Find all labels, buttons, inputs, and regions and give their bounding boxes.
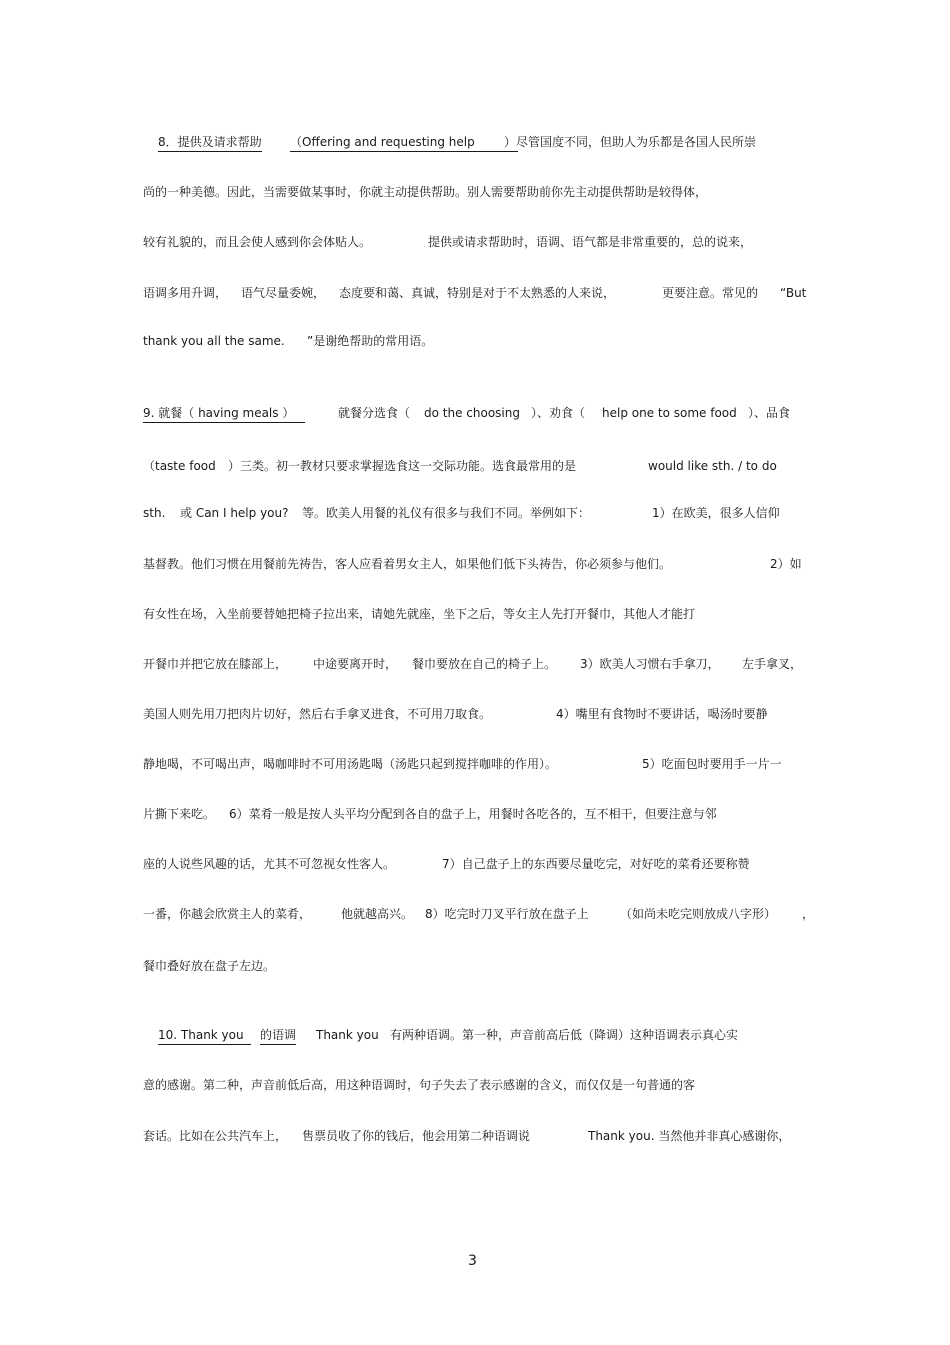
text-run: 7）自己盘子上的东西要尽量吃完，对好吃的菜肴还要称赞 [442, 857, 750, 871]
text-run: 3）欧美人习惯右手拿刀， [580, 657, 720, 671]
text-run: ）、品食 [748, 406, 791, 420]
section-10-heading: 10. Thank you [158, 1027, 251, 1045]
text-run: ）三类。初一教材只要求掌握选食这一交际功能。选食最常用的是 [228, 459, 577, 473]
text-run: would like sth. / to do [648, 459, 777, 473]
text-run: 2）如 [770, 557, 802, 571]
text-run: Thank you. 当然他并非真心感谢你， [588, 1129, 791, 1143]
text-run: 座的人说些风趣的话，尤其不可忽视女性客人。 [143, 857, 396, 871]
text-run: ）、劝食（ [531, 406, 586, 420]
section-9-heading: 9. 就餐（ having meals ） [143, 405, 305, 423]
text-run: 一番，你越会欣赏主人的菜肴， [143, 907, 312, 921]
text-run: 他就越高兴。 [341, 907, 414, 921]
text-run: 片撕下来吃。 [143, 807, 216, 821]
text-run: 5）吃面包时要用手一片一 [642, 757, 782, 771]
text-run: 美国人则先用刀把肉片切好，然后右手拿叉进食，不可用刀取食。 [143, 707, 492, 721]
text-run: 售票员收了你的钱后，他会用第二种语调说 [302, 1129, 531, 1143]
text-run: 提供或请求帮助时，语调、语气都是非常重要的，总的说来， [428, 235, 753, 249]
section-8-heading: 8．提供及请求帮助 [158, 134, 262, 152]
text-run: 餐巾要放在自己的椅子上。 [412, 657, 557, 671]
text-run: （taste food [143, 459, 216, 473]
text-run: ， [802, 907, 815, 921]
text-run: 语调多用升调， [143, 286, 228, 300]
text-run: 8）吃完时刀叉平行放在盘子上 [425, 907, 589, 921]
text-run: 尚的一种美德。因此，当需要做某事时，你就主动提供帮助。别人需要帮助前你先主动提供帮助是较得体， [143, 185, 708, 199]
text-run: 左手拿叉， [742, 657, 803, 671]
text-run: 语气尽量委婉， [241, 286, 326, 300]
text-run: 开餐巾并把它放在膝部上， [143, 657, 288, 671]
text-run: 等。欧美人用餐的礼仪有很多与我们不同。举例如下： [302, 506, 591, 520]
text-run: 6）菜肴一般是按人头平均分配到各自的盘子上，用餐时各吃各的，互不相干，但要注意与邻 [229, 807, 717, 821]
section-10-heading-suffix: 的语调 [260, 1027, 296, 1045]
text-run: 就餐分选食（ [338, 406, 411, 420]
text-run: sth. [143, 506, 166, 520]
section-8-english-term: （Offering and requesting help [290, 134, 518, 152]
text-run: 基督教。他们习惯在用餐前先祷告，客人应看着男女主人，如果他们低下头祷告，你必须参与他们。 [143, 557, 672, 571]
text-run: 有两种语调。第一种，声音前高后低（降调）这种语调表示真心实 [390, 1028, 739, 1042]
text-run: 1）在欧美，很多人信仰 [652, 506, 780, 520]
text-run: ）尽管国度不同，但助人为乐都是各国人民所崇 [504, 135, 757, 149]
text-run: 态度要和蔼、真诚，特别是对于不太熟悉的人来说， [339, 286, 616, 300]
text-run: 4）嘴里有食物时不要讲话，喝汤时要静 [556, 707, 768, 721]
text-run: ”是谢绝帮助的常用语。 [307, 334, 434, 348]
page-number: 3 [468, 1253, 477, 1269]
text-run: 更要注意。常见的 [662, 286, 759, 300]
text-run: “But [780, 286, 807, 300]
text-run: 较有礼貌的，而且会使人感到你会体贴人。 [143, 235, 372, 249]
text-run: 有女性在场，入坐前要替她把椅子拉出来，请她先就座，坐下之后，等女主人先打开餐巾，其他人才能打 [143, 607, 696, 621]
text-run: 或 Can I help you? [180, 506, 289, 520]
text-run: （如尚未吃完则放成八字形） [620, 907, 777, 921]
text-run: do the choosing [424, 406, 520, 420]
text-run: 套话。比如在公共汽车上， [143, 1129, 288, 1143]
text-run: 意的感谢。第二种，声音前低后高，用这种语调时，句子失去了表示感谢的含义，而仅仅是一句普通的客 [143, 1078, 696, 1092]
text-run: 静地喝，不可喝出声，喝咖啡时不可用汤匙喝（汤匙只起到搅拌咖啡的作用）。 [143, 757, 558, 771]
text-run: Thank you [316, 1028, 379, 1042]
text-run: help one to some food [602, 406, 737, 420]
text-run: 中途要离开时， [313, 657, 398, 671]
text-run: thank you all the same. [143, 334, 285, 348]
text-run: 餐巾叠好放在盘子左边。 [143, 959, 276, 973]
